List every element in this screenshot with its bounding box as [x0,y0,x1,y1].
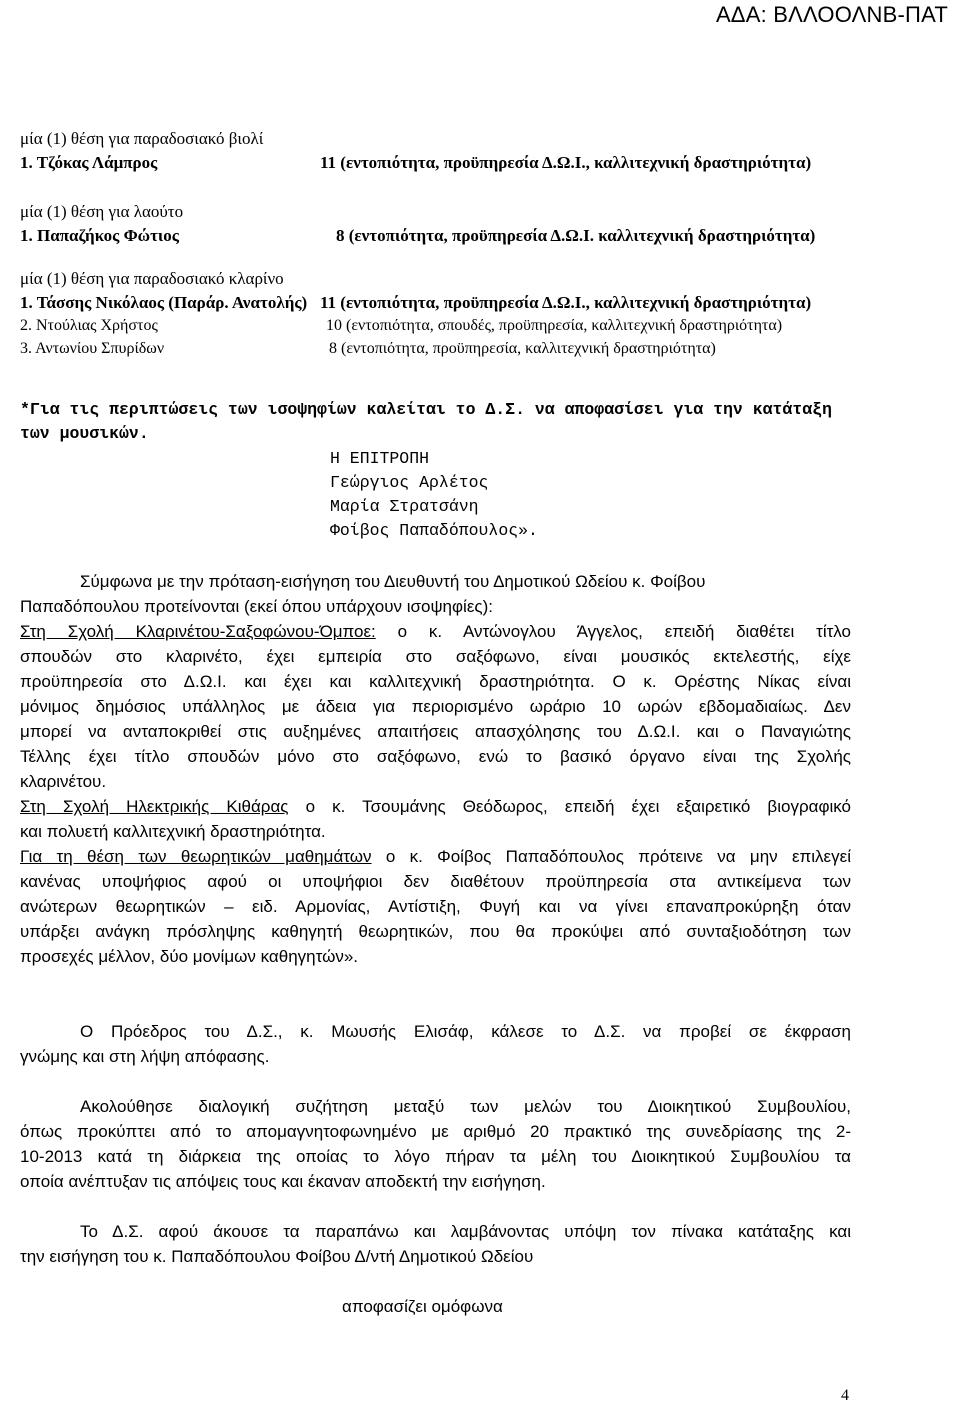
proposal-line-3: Στη Σχολή Κλαρινέτου-Σαξοφώνου-Όμποε: ο κ. Αντώνογλου Άγγελος, επειδή διαθέτει τίτλο [20,622,852,641]
proposal-line-1: Σύμφωνα με την πρόταση-εισήγηση του Διευθυντή του Δημοτικού Ωδείου κ. Φοίβου [80,572,706,591]
page-number: 4 [841,1387,849,1404]
proposal-line-6: μόνιμος δημόσιος υπάλληλος με άδεια για περιορισμένο ωράριο 10 ωρών εβδομαδιαίως. Δεν [20,697,851,716]
discussion-line-2: όπως προκύπτει από το απομαγνητοφωνημένο με αριθμό 20 πρακτικό της συνεδρίασης της 2- [20,1122,851,1141]
klarino-candidate-3-name: 3. Αντωνίου Σπυρίδων [20,340,165,357]
klarino-candidate-1-score: 11 (εντοπιότητα, προϋπηρεσία Δ.Ω.Ι., καλλιτεχνική δραστηριότητα) [320,293,812,312]
guitar-school-heading: Στη Σχολή Ηλεκτρικής Κιθάρας [20,797,289,816]
laouto-position-title: μία (1) θέση για λαούτο [20,202,184,221]
proposal-line-4: σπουδών στο κλαρινέτο, έχει εμπειρία στο σαξόφωνο, είναι μουσικός εκτελεστής, είχε [20,647,851,666]
proposal-line-7: μπορεί να ανταποκριθεί στις αυξημένες απαιτήσεις απασχόλησης του Δ.Ω.Ι. και ο Παναγιώτης [20,722,851,741]
tie-note-line-2: των μουσικών. [20,424,149,443]
violi-candidate-1-name: 1. Τζόκας Λάμπρος [20,153,158,172]
proposal-line-10: Στη Σχολή Ηλεκτρικής Κιθάρας ο κ. Τσουμάνης Θεόδωρος, επειδή έχει εξαιρετικό βιογραφικό [20,797,851,816]
committee-member-1: Γεώργιος Αρλέτος [330,473,489,492]
committee-member-2: Μαρία Στρατσάνη [330,497,479,516]
chair-line-2: γνώμης και στη λήψη απόφασης. [20,1047,270,1066]
klarineto-school-heading: Στη Σχολή Κλαρινέτου-Σαξοφώνου-Όμποε: [20,622,376,641]
laouto-candidate-1-score: 8 (εντοπιότητα, προϋπηρεσία Δ.Ω.Ι. καλλιτεχνική δραστηριότητα) [336,226,816,245]
document-code-header: ΑΔΑ: ΒΛΛΟΟΛΝΒ-ΠΑΤ [715,2,948,27]
proposal-line-16: προσεχές μέλλον, δύο μονίμων καθηγητών». [20,947,359,966]
violi-position-title: μία (1) θέση για παραδοσιακό βιολί [20,129,264,148]
proposal-line-15: υπάρξει ανάγκη πρόσληψης καθηγητή θεωρητικών, που θα προκύψει από συνταξιοδότηση των [20,922,851,941]
proposal-line-8: Τέλλης έχει τίτλο σπουδών μόνο στο σαξόφωνο, ενώ το βασικό όργανο είναι της Σχολής [20,747,851,766]
theory-position-heading: Για τη θέση των θεωρητικών μαθημάτων [20,847,372,866]
committee-member-3: Φοίβος Παπαδόπουλος». [330,521,538,540]
proposal-line-14: ανώτερων θεωρητικών – ειδ. Αρμονίας, Αντίστιξη, Φυγή και να γίνει επαναπροκύρηξη όταν [20,897,851,916]
tie-note-line-1: *Για τις περιπτώσεις των ισοψηφίων καλείται το Δ.Σ. να αποφασίσει για την κατάταξη [20,400,832,419]
committee-title: Η ΕΠΙΤΡΟΠΗ [330,449,430,468]
decision-text: αποφασίζει ομόφωνα [342,1297,503,1316]
board-line-1: Το Δ.Σ. αφού άκουσε τα παραπάνω και λαμβάνοντας υπόψη τον πίνακα κατάταξης και [80,1222,851,1241]
klarino-candidate-1-name: 1. Τάσσης Νικόλαος (Παράρ. Ανατολής) [20,293,308,312]
discussion-line-1: Ακολούθησε διαλογική συζήτηση μεταξύ των μελών του Διοικητικού Συμβουλίου, [80,1097,851,1116]
klarino-candidate-2-name: 2. Ντούλιας Χρήστος [20,317,158,334]
proposal-line-11: και πολυετή καλλιτεχνική δραστηριότητα. [20,822,326,841]
proposal-line-13: κανένας υποψήφιος αφού οι υποψήφιοι δεν διαθέτουν προϋπηρεσία στα αντικείμενα των [20,872,851,891]
laouto-candidate-1-name: 1. Παπαζήκος Φώτιος [20,226,179,245]
discussion-line-3: 10-2013 κατά τη διάρκεια της οποίας το λόγο πήραν τα μέλη του Διοικητικού Συμβουλίου τα [20,1147,851,1166]
proposal-line-9: κλαρινέτου. [20,772,107,791]
klarino-candidate-2-score: 10 (εντοπιότητα, σπουδές, προϋπηρεσία, καλλιτεχνική δραστηριότητα) [326,317,783,334]
chair-line-1: Ο Πρόεδρος του Δ.Σ., κ. Μωυσής Ελισάφ, κάλεσε το Δ.Σ. να προβεί σε έκφραση [80,1022,851,1041]
board-line-2: την εισήγηση του κ. Παπαδόπουλου Φοίβου Δ/ντή Δημοτικού Ωδείου [20,1247,534,1266]
proposal-line-2: Παπαδόπουλου προτείνονται (εκεί όπου υπάρχουν ισοψηφίες): [20,597,493,616]
klarino-candidate-3-score: 8 (εντοπιότητα, προϋπηρεσία, καλλιτεχνική δραστηριότητα) [329,340,716,357]
violi-candidate-1-score: 11 (εντοπιότητα, προϋπηρεσία Δ.Ω.Ι., καλλιτεχνική δραστηριότητα) [320,153,812,172]
klarino-position-title: μία (1) θέση για παραδοσιακό κλαρίνο [20,269,284,288]
proposal-line-12: Για τη θέση των θεωρητικών μαθημάτων ο κ. Φοίβος Παπαδόπουλος πρότεινε να μην επιλεγεί [20,847,851,866]
proposal-line-5: προϋπηρεσία στο Δ.Ω.Ι. και έχει και καλλιτεχνική δραστηριότητα. Ο κ. Ορέστης Νίκας είναι [20,672,851,691]
discussion-line-4: οποία ανέπτυξαν τις απόψεις τους και έκαναν αποδεκτή την εισήγηση. [20,1172,546,1191]
